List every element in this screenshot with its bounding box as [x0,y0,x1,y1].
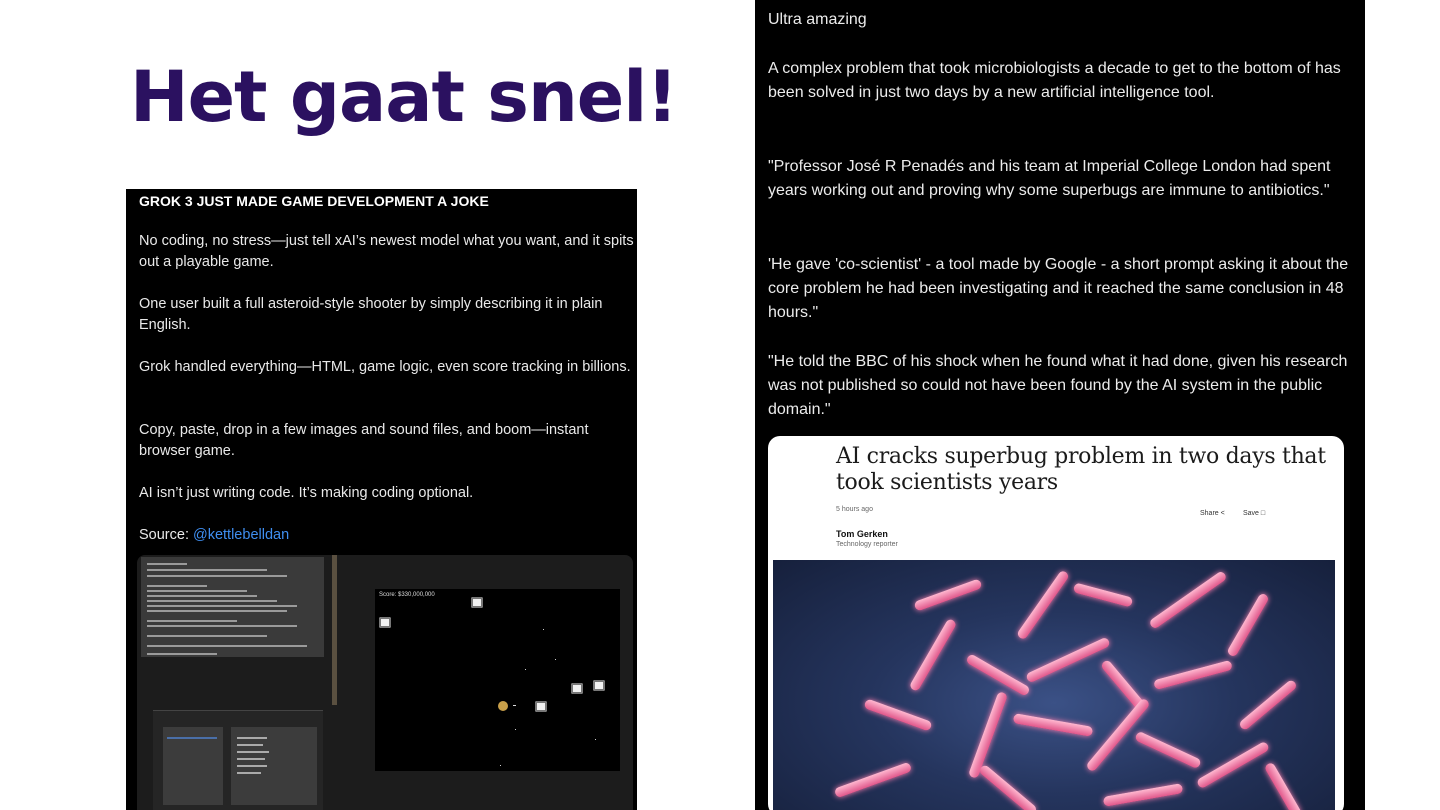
post-paragraph: Grok handled everything—HTML, game logic, even score tracking in billions. [139,359,631,375]
post-paragraph: Ultra amazing [768,11,867,28]
file-browser-panel [153,710,323,810]
news-author-role: Technology reporter [836,541,898,548]
share-button[interactable] [1200,510,1225,517]
bookmark-icon: □ [1260,510,1266,517]
post-source [139,525,634,546]
post-paragraph: 'He gave 'co-scientist' - a tool made by Google - a short prompt asking it about the core problem he had been investigating and it reached the same conclusion in 48 hours." [768,256,1349,321]
asteroid-sprite [471,597,483,608]
post-paragraph: One user built a full asteroid-style shooter by simply describing it in plain English. [139,296,603,333]
player-ship [498,701,508,711]
save-button[interactable] [1243,510,1265,517]
source-link[interactable]: @kettlebelldan [193,527,290,543]
game-screenshot [137,555,633,810]
news-timestamp: 5 hours ago [836,506,873,513]
post-paragraph: AI isn’t just writing code. It’s making coding optional. [139,485,474,501]
news-headline: AI cracks superbug problem in two days that took scientists years [836,444,1326,495]
post-headline: GROK 3 JUST MADE GAME DEVELOPMENT A JOKE [139,193,489,209]
panel-divider [332,555,337,705]
share-label: Share [1200,510,1219,517]
asteroid-sprite [379,617,391,628]
bacteria-micrograph [773,560,1335,810]
news-author: Tom Gerken [836,529,888,539]
prompt-editor-panel [141,557,324,657]
post-paragraph: A complex problem that took microbiologists a decade to get to the bottom of has been solved in just two days by a new artificial intelligence tool. [768,60,1341,101]
post-paragraph: "He told the BBC of his shock when he found what it had done, given his research was not published so could not have been found by the AI system in the public domain." [768,353,1348,418]
superbug-post-screenshot [755,0,1365,810]
post-paragraph: "Professor José R Penadés and his team at Imperial College London had spent years working out and proving why some superbugs are immune to antibiotics." [768,158,1331,199]
game-score: Score: $330,000,000 [379,592,435,598]
asteroid-sprite [593,680,605,691]
news-article-card[interactable] [768,436,1344,810]
asteroid-sprite [571,683,583,694]
source-label: Source: [139,527,193,543]
game-canvas [375,589,620,771]
save-label: Save [1243,510,1259,517]
asteroid-sprite [535,701,547,712]
post-paragraph: Copy, paste, drop in a few images and sound files, and boom—instant browser game. [139,422,589,459]
share-icon: < [1220,510,1225,517]
grok-post-screenshot [126,189,637,810]
post-paragraph: No coding, no stress—just tell xAI’s newest model what you want, and it spits out a playable game. [139,233,634,270]
slide-title: Het gaat snel! [130,56,678,138]
